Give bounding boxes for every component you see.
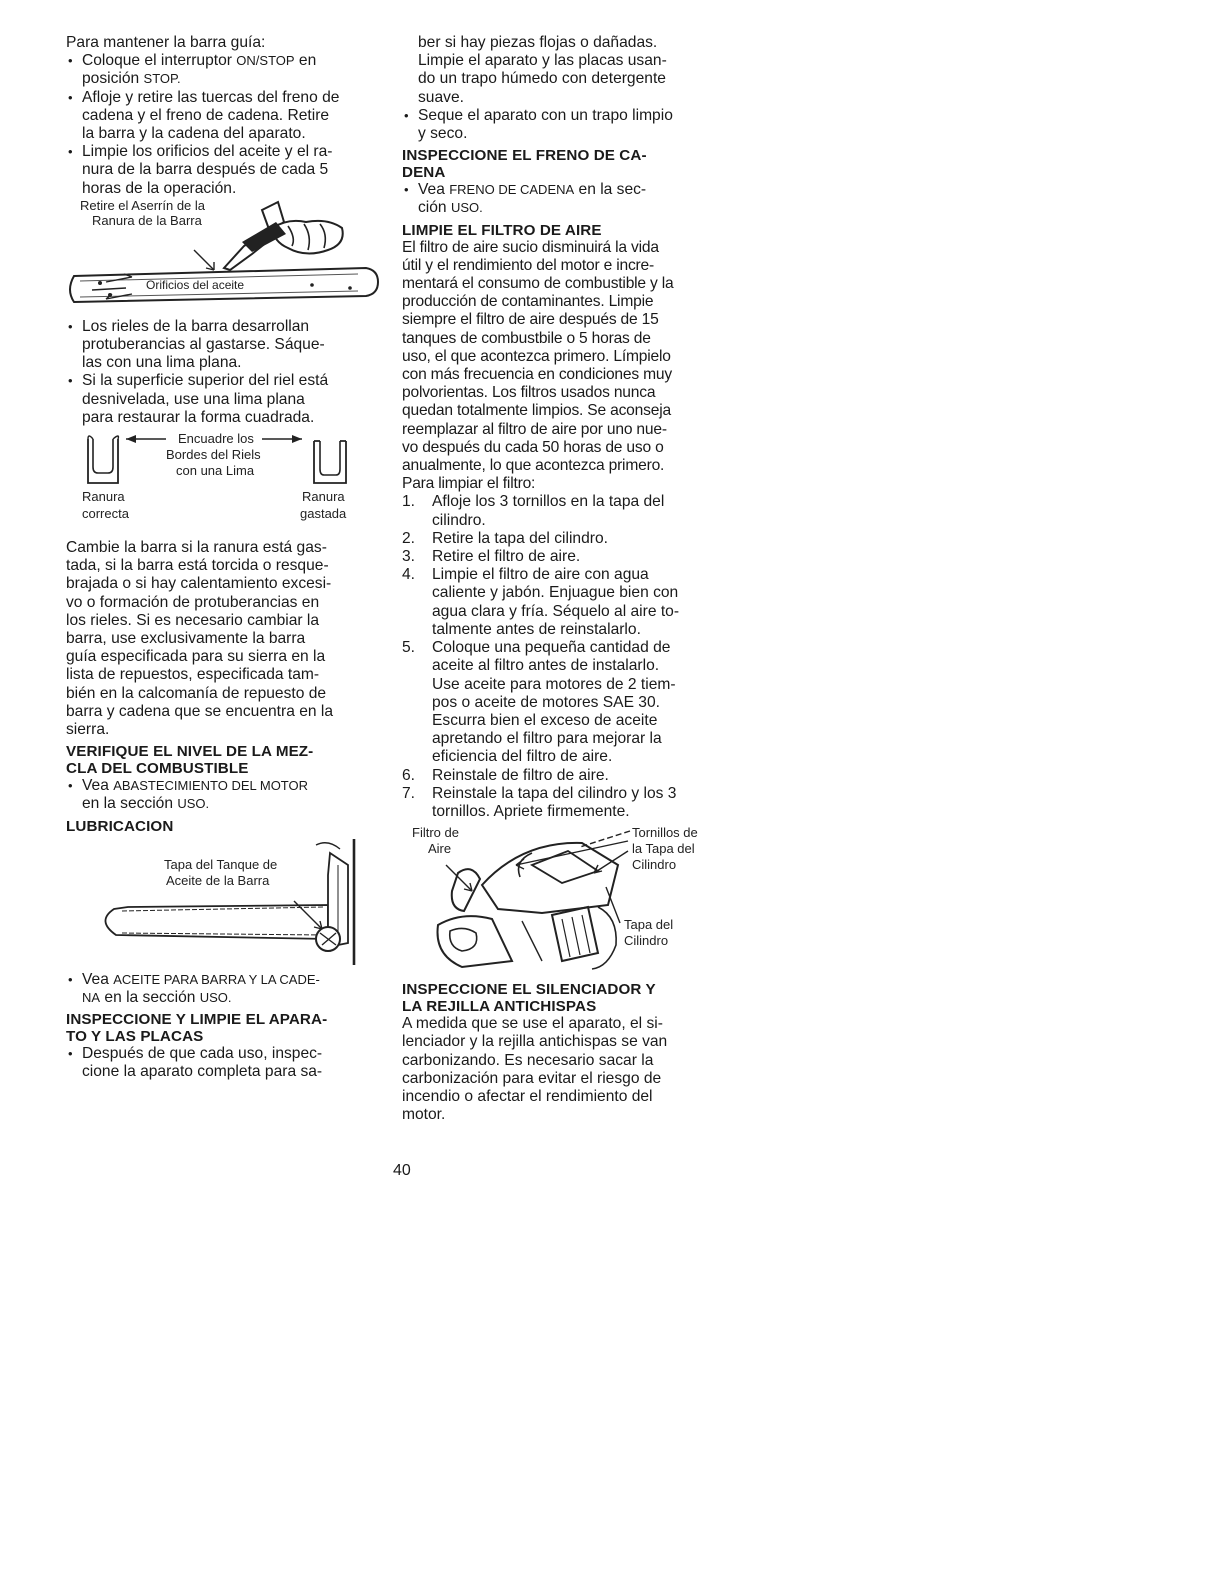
- figure-label: Filtro de: [412, 825, 459, 841]
- figure-label: Aceite de la Barra: [166, 872, 270, 888]
- text: Use aceite para motores de 2 tiem-: [432, 675, 676, 693]
- text-smallcaps: ABASTECIMIENTO DEL MOTOR: [113, 778, 309, 794]
- text: producción de contaminantes. Limpie: [402, 293, 654, 311]
- text: en la sec-: [574, 181, 647, 199]
- text: apretando el filtro para mejorar la: [432, 730, 662, 748]
- text: Retire el filtro de aire.: [432, 548, 581, 566]
- list-item: [66, 372, 388, 427]
- step-number: 4.: [402, 566, 416, 584]
- text: El filtro de aire sucio disminuirá la vida: [402, 238, 659, 256]
- list-item: [402, 493, 724, 529]
- heading-line: INSPECCIONE EL FRENO DE CA-: [402, 147, 647, 165]
- text: Limpie el filtro de aire con agua: [432, 566, 649, 584]
- text: vo o formación de protuberancias en: [66, 593, 320, 611]
- text: barra y cadena que se encuentra en la: [66, 702, 334, 720]
- text: Afloje los 3 tornillos en la tapa del: [432, 493, 665, 511]
- figure-label: Cilindro: [624, 933, 669, 949]
- text: carbonización para evitar el riesgo de: [402, 1069, 662, 1087]
- text: Cambie la barra si la ranura está gas-: [66, 539, 327, 557]
- bar-replacement-paragraph: [66, 539, 388, 739]
- text: mentará el consumo de combustible y la: [402, 275, 674, 293]
- text: brajada o si hay calentamiento excesi-: [66, 575, 332, 593]
- heading-line: TO Y LAS PLACAS: [66, 1028, 204, 1046]
- list-item: [402, 785, 724, 821]
- text: • Limpie los orificios del aceite y el ra-: [82, 143, 333, 161]
- text-smallcaps: USO.: [199, 989, 232, 1005]
- text: aceite al filtro antes de instalarlo.: [432, 657, 660, 675]
- list-item: [402, 566, 724, 639]
- list-item: [402, 767, 724, 785]
- step-number: 5.: [402, 639, 416, 657]
- text: ber si hay piezas flojas o dañadas.: [418, 34, 658, 51]
- text-smallcaps: ACEITE PARA BARRA Y LA CADE-: [113, 971, 320, 987]
- text-smallcaps: NA: [82, 989, 101, 1005]
- text: Coloque una pequeña cantidad de: [432, 639, 671, 657]
- text: tada, si la barra está torcida o resque-: [66, 557, 329, 575]
- list-item: [66, 89, 388, 144]
- text: en la sección: [100, 988, 200, 1006]
- text: con más frecuencia en condiciones muy: [402, 366, 672, 384]
- text: polvorientas. Los filtros usados nunca: [402, 384, 656, 402]
- text: bién en la calcomanía de repuesto de: [66, 684, 327, 702]
- text: Reinstale la tapa del cilindro y los 3: [432, 784, 677, 802]
- list-item: [402, 530, 724, 548]
- text: caliente y jabón. Enjuague bien con: [432, 584, 679, 602]
- oil-cap-figure: [66, 835, 388, 971]
- text-smallcaps: ON/STOP: [236, 53, 295, 69]
- text: vo después du cada 50 horas de uso o: [402, 438, 664, 456]
- list-item: [66, 971, 388, 1007]
- text: Vea: [82, 970, 114, 988]
- list-item: [66, 143, 388, 198]
- text: lenciador y la rejilla antichispas se van: [402, 1033, 668, 1051]
- text: do un trapo húmedo con detergente: [418, 70, 666, 88]
- figure-label: Ranura: [82, 489, 125, 505]
- text: A medida que se use el aparato, el si-: [402, 1015, 663, 1033]
- figure-label: Cilindro: [632, 857, 677, 873]
- text: eficiencia del filtro de aire.: [432, 748, 613, 766]
- text: los rieles. Si es necesario cambiar la: [66, 611, 320, 629]
- list-item: [402, 548, 724, 566]
- rail-profile-figure: [66, 427, 388, 539]
- text: pos o aceite de motores SAE 30.: [432, 693, 660, 711]
- section-heading-muffler: [402, 981, 724, 1015]
- text: • Afloje y retire las tuercas del freno de: [82, 88, 340, 106]
- figure-label: Tapa del: [624, 917, 674, 933]
- figure-label: gastada: [300, 506, 347, 522]
- figure-label: Ranura de la Barra: [92, 212, 202, 228]
- air-filter-figure: [402, 821, 724, 977]
- step-number: 6.: [402, 766, 416, 784]
- section-heading-chain-brake: [402, 147, 724, 181]
- text: y seco.: [418, 125, 468, 143]
- text: anualmente, lo que acontezca primero.: [402, 457, 665, 475]
- text: cadena y el freno de cadena. Retire: [82, 106, 330, 124]
- text: Coloque el interruptor: [82, 52, 237, 70]
- list-item: [66, 1045, 388, 1081]
- heading-line: VERIFIQUE EL NIVEL DE LA MEZ-: [66, 743, 314, 761]
- continued-text: [402, 34, 724, 107]
- figure-label: Encuadre los: [178, 431, 254, 447]
- text: posición: [82, 70, 144, 88]
- text: las con una lima plana.: [82, 354, 242, 372]
- text: desnivelada, use una lima plana: [82, 390, 305, 408]
- figure-label: Orificios del aceite: [146, 277, 245, 292]
- text: Vea: [418, 181, 450, 199]
- text: Escurra bien el exceso de aceite: [432, 711, 658, 729]
- text: Limpie el aparato y las placas usan-: [418, 52, 667, 70]
- text: • Los rieles de la barra desarrollan: [82, 317, 310, 335]
- text: • Seque el aparato con un trapo limpio: [418, 106, 673, 124]
- text: lista de repuestos, especificada tam-: [66, 666, 320, 684]
- figure-label: Aire: [428, 841, 452, 857]
- text: ción: [418, 199, 451, 217]
- text: uso, el que acontezca primero. Límpielo: [402, 347, 671, 365]
- figure-label: Tornillos de: [632, 825, 698, 841]
- text: Reinstale de filtro de aire.: [432, 766, 609, 784]
- figure-label: Tapa del Tanque de: [164, 856, 278, 872]
- text: guía especificada para su sierra en la: [66, 648, 326, 666]
- section-heading-air-filter: LIMPIE EL FILTRO DE AIRE: [402, 221, 602, 239]
- figure-label: Ranura: [302, 489, 345, 505]
- step-number: 7.: [402, 784, 416, 802]
- section-heading-inspect-clean: [66, 1011, 388, 1045]
- text: en: [294, 52, 317, 70]
- section-heading-fuel: [66, 743, 388, 777]
- text: talmente antes de reinstalarlo.: [432, 620, 641, 638]
- text: tanques de combustbile o 5 horas de: [402, 329, 651, 347]
- text: barra, use exclusivamente la barra: [66, 630, 306, 648]
- text: sierra.: [66, 721, 110, 739]
- list-item: [66, 318, 388, 373]
- list-item: [402, 107, 724, 143]
- list-item: [402, 181, 724, 217]
- text: horas de la operación.: [82, 179, 237, 197]
- text: cione la aparato completa para sa-: [82, 1063, 323, 1081]
- text-smallcaps: USO.: [450, 200, 483, 216]
- text-smallcaps: FRENO DE CADENA: [449, 182, 575, 198]
- text: Retire la tapa del cilindro.: [432, 529, 608, 547]
- text: protuberancias al gastarse. Sáque-: [82, 336, 325, 354]
- figure-label: Bordes del Riels: [166, 447, 261, 463]
- text: • Si la superficie superior del riel está: [82, 372, 329, 390]
- text: para restaurar la forma cuadrada.: [82, 408, 315, 426]
- heading-line: INSPECCIONE EL SILENCIADOR Y: [402, 981, 656, 999]
- figure-label: Retire el Aserrín de la: [80, 197, 206, 213]
- heading-line: DENA: [402, 164, 446, 182]
- text-smallcaps: USO.: [177, 796, 210, 812]
- text: cilindro.: [432, 511, 486, 529]
- heading-line: CLA DEL COMBUSTIBLE: [66, 760, 249, 778]
- step-number: 1.: [402, 493, 416, 511]
- text: Vea: [82, 777, 114, 795]
- air-filter-paragraph: [402, 239, 724, 494]
- text: motor.: [402, 1106, 446, 1124]
- right-column: [402, 34, 724, 1124]
- text: útil y el rendimiento del motor e incre-: [402, 256, 655, 274]
- step-number: 2.: [402, 529, 416, 547]
- text: incendio o afectar el rendimiento del: [402, 1087, 653, 1105]
- figure-label: la Tapa del: [632, 841, 695, 857]
- text: suave.: [418, 88, 464, 106]
- text: la barra y la cadena del aparato.: [82, 125, 306, 143]
- figure-label: correcta: [82, 506, 129, 522]
- text: reemplazar al filtro de aire por uno nue-: [402, 420, 667, 438]
- heading-line: LA REJILLA ANTICHISPAS: [402, 998, 597, 1016]
- text: carbonizando. Es necesario sacar la: [402, 1051, 654, 1069]
- figure-label: con una Lima: [176, 463, 255, 479]
- text: siempre el filtro de aire después de 15: [402, 311, 659, 329]
- text: agua clara y fría. Séquelo al aire to-: [432, 602, 680, 620]
- text: Para limpiar el filtro:: [402, 475, 536, 493]
- guide-bar-figure: [66, 198, 388, 318]
- text: nura de la barra después de cada 5: [82, 161, 329, 179]
- intro-text: Para mantener la barra guía:: [66, 34, 266, 51]
- steps-list: [402, 493, 724, 821]
- left-column: [66, 34, 388, 1082]
- heading-line: INSPECCIONE Y LIMPIE EL APARA-: [66, 1011, 328, 1029]
- text-smallcaps: STOP.: [143, 71, 181, 87]
- text: quedan totalmente limpios. Se aconseja: [402, 402, 671, 420]
- section-heading-lubrication: LUBRICACION: [66, 817, 174, 835]
- muffler-paragraph: [402, 1015, 724, 1124]
- page-number: 40: [393, 1162, 411, 1179]
- text: en la sección: [82, 795, 178, 813]
- list-item: [66, 52, 388, 88]
- text: tornillos. Apriete firmemente.: [432, 802, 630, 820]
- text: • Después de que cada uso, inspec-: [82, 1045, 323, 1063]
- list-item: [402, 639, 724, 766]
- oil-cap-illustration: [66, 835, 388, 971]
- step-number: 3.: [402, 548, 416, 566]
- list-item: [66, 777, 388, 813]
